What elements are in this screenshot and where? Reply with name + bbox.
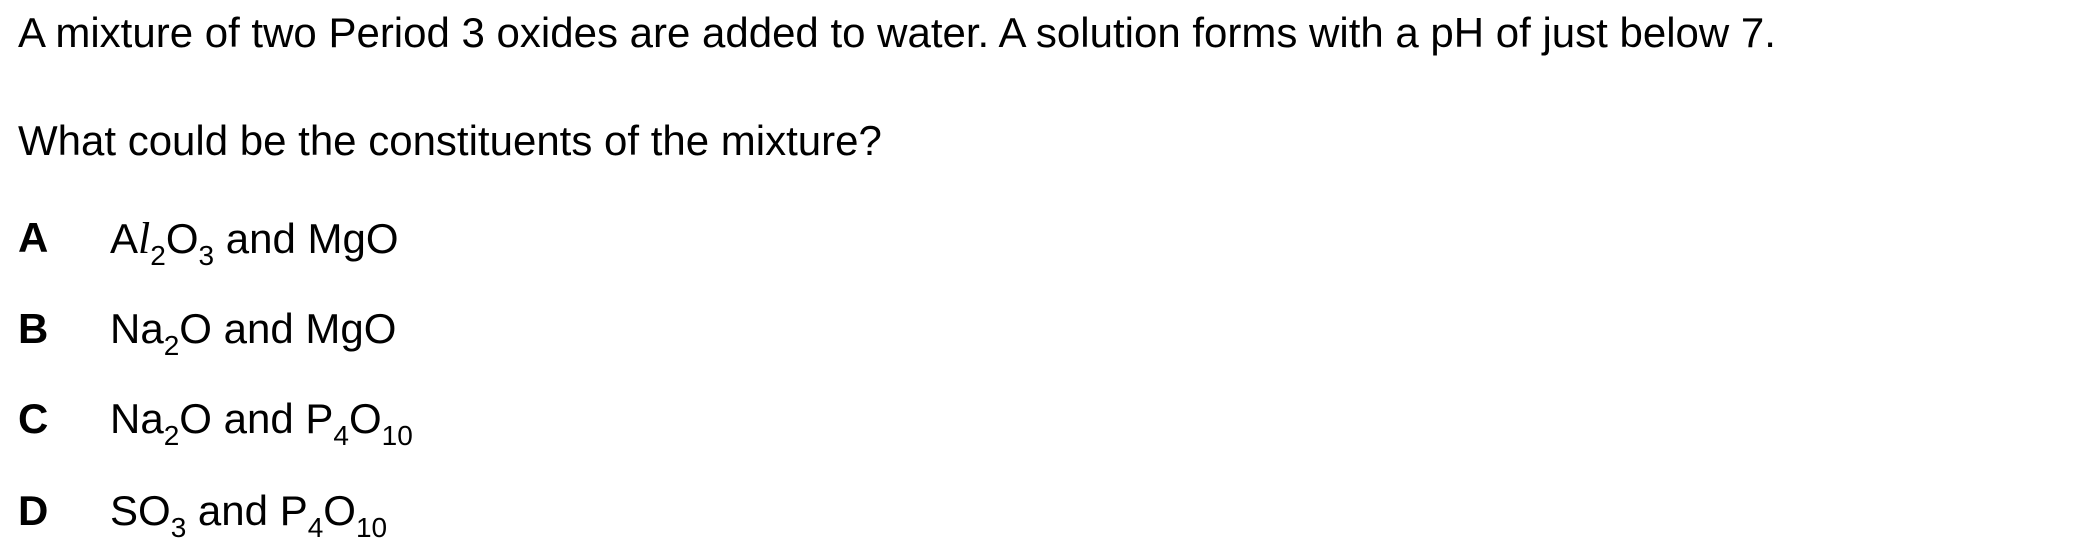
question-prompt: What could be the constituents of the mixture? xyxy=(18,117,882,164)
option-text: $Na_2O$ and MgO xyxy=(110,305,397,361)
option-letter: D xyxy=(18,487,49,534)
option-text: $SO_3$ and $P_4O_{10}$ xyxy=(110,487,388,543)
question-stem: A mixture of two Period 3 oxides are added to water. A solution forms with a pH of just below 7. xyxy=(18,9,1776,56)
option-text: $Al_2O_3$ and MgO xyxy=(110,214,399,271)
option-letter: C xyxy=(18,395,49,442)
option-letter: A xyxy=(18,214,49,261)
option-text: $Na_2O$ and $P_4O_{10}$ xyxy=(110,395,413,451)
option-letter: B xyxy=(18,305,49,352)
